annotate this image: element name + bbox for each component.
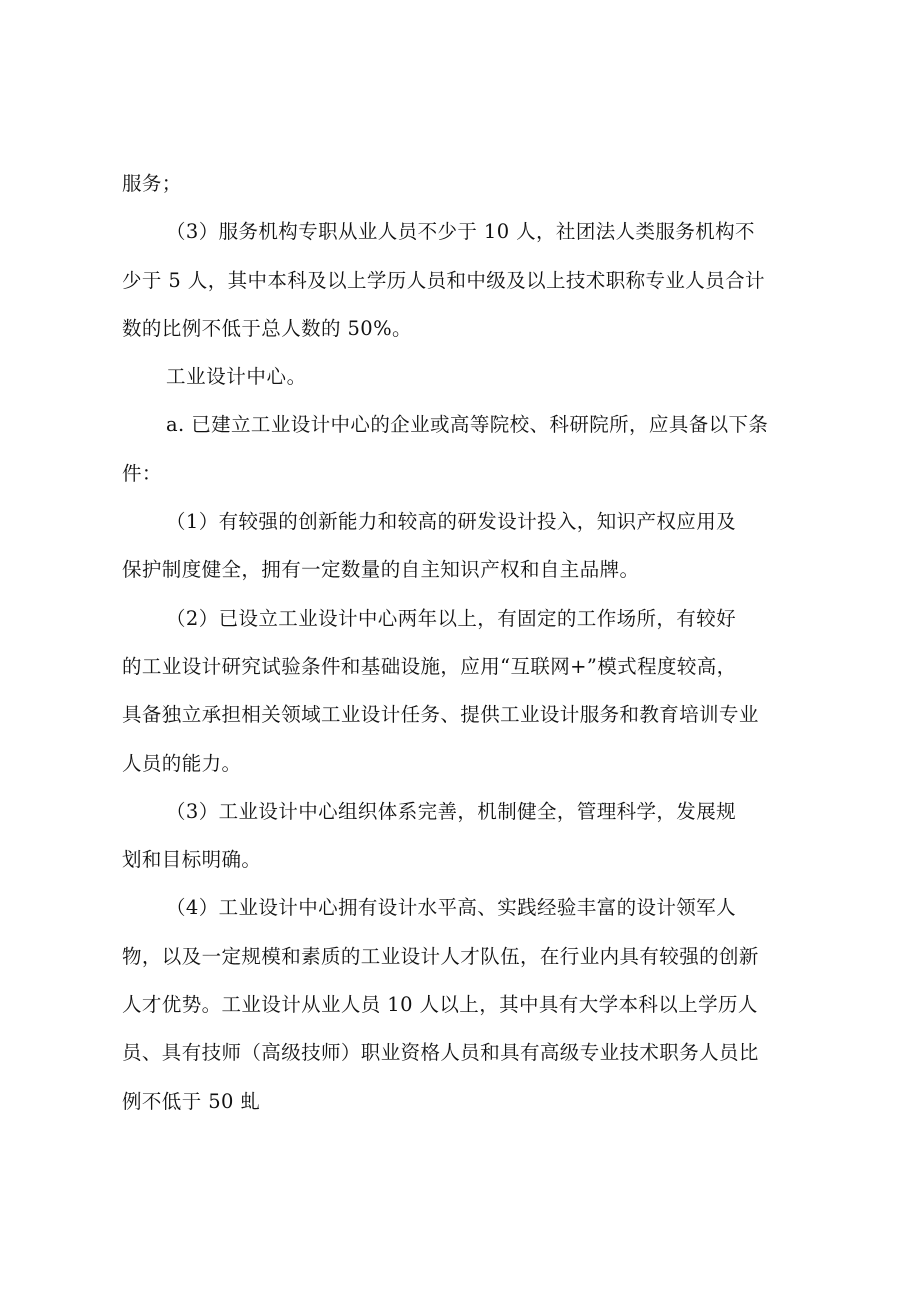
text-line: 服务； xyxy=(122,172,182,195)
text-line: 人员的能力。 xyxy=(122,751,242,775)
text-line: （3）服务机构专职从业人员不少于 10 人，社团法人类服务机构不 xyxy=(166,220,755,244)
section-heading: 工业设计中心。 xyxy=(166,365,307,389)
text-line: 具备独立承担相关领域工业设计任务、提供工业设计服务和教育培训专业 xyxy=(122,703,759,727)
text-line: 件： xyxy=(122,461,162,485)
text-line: （3）工业设计中心组织体系完善，机制健全，管理科学，发展规 xyxy=(166,799,737,823)
text-line: 的工业设计研究试验条件和基础设施，应用“互联网+”模式程度较高， xyxy=(122,654,737,678)
text-line: 数的比例不低于总人数的 50%。 xyxy=(122,316,412,340)
text-line: 人才优势。工业设计从业人员 10 人以上，其中具有大学本科以上学历人 xyxy=(122,993,758,1017)
text-line: 少于 5 人，其中本科及以上学历人员和中级及以上技术职称专业人员合计 xyxy=(122,268,765,292)
text-line: （2）已设立工业设计中心两年以上，有固定的工作场所，有较好 xyxy=(166,606,737,630)
text-line: （1）有较强的创新能力和较高的研发设计投入，知识产权应用及 xyxy=(166,510,737,534)
text-line: 例不低于 50 虬 xyxy=(122,1089,261,1113)
text-line: 保护制度健全，拥有一定数量的自主知识产权和自主品牌。 xyxy=(122,558,640,582)
text-line: （4）工业设计中心拥有设计水平高、实践经验丰富的设计领军人 xyxy=(166,896,737,920)
text-line: 员、具有技师（高级技师）职业资格人员和具有高级专业技术职务人员比 xyxy=(122,1041,759,1065)
text-line: 划和目标明确。 xyxy=(122,848,262,872)
document-body xyxy=(122,160,812,1126)
text-line: a. 已建立工业设计中心的企业或高等院校、科研院所，应具备以下条 xyxy=(166,413,769,437)
text-line: 物，以及一定规模和素质的工业设计人才队伍，在行业内具有较强的创新 xyxy=(122,944,759,968)
